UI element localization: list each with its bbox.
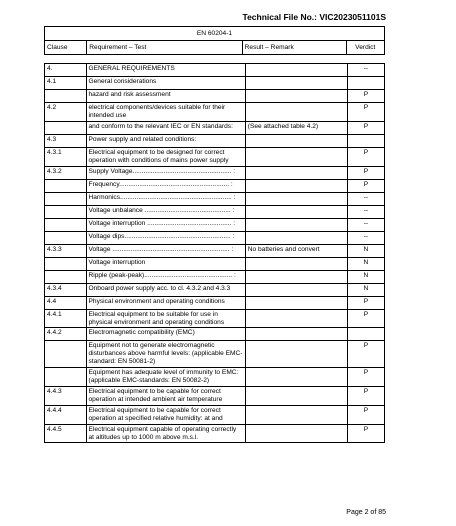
- clause-cell: [45, 90, 87, 103]
- requirement-cell: Onboard power supply acc. to cl. 4.3.2 and 4.3.3: [86, 283, 245, 296]
- table-row: [45, 283, 385, 296]
- verdict-cell: --: [347, 64, 384, 77]
- result-cell: [245, 218, 347, 231]
- result-cell: [245, 192, 347, 205]
- table-row: [45, 103, 385, 122]
- verdict-cell: P: [347, 341, 384, 368]
- clause-cell: [45, 192, 87, 205]
- requirement-cell: Equipment has adequate level of immunity to EMC: (applicable EMC-standards: EN 50082-2): [86, 368, 245, 387]
- table-row: [45, 205, 385, 218]
- clause-cell: 4.3.1: [45, 147, 87, 166]
- result-cell: [245, 257, 347, 270]
- table-row: [45, 64, 385, 77]
- verdict-cell: P: [347, 103, 384, 122]
- verdict-cell: P: [347, 309, 384, 328]
- clause-cell: 4.4.3: [45, 386, 87, 405]
- page-number: Page 2 of 85: [346, 509, 386, 516]
- requirement-cell: Voltage unbalance ............................................... :: [86, 205, 245, 218]
- verdict-cell: P: [347, 166, 384, 179]
- verdict-cell: [347, 134, 384, 147]
- result-cell: [245, 424, 347, 443]
- requirement-cell: Voltage ................................................................ :: [86, 244, 245, 257]
- clause-cell: [45, 368, 87, 387]
- requirement-cell: Electromagnetic compatibility (EMC): [86, 328, 245, 341]
- table-row: [45, 270, 385, 283]
- verdict-cell: N: [347, 270, 384, 283]
- result-cell: [245, 296, 347, 309]
- clause-cell: 4.4.2: [45, 328, 87, 341]
- requirement-cell: Electrical equipment capable of operating correctly at altitudes up to 1000 m above m.s.l.: [86, 424, 245, 443]
- verdict-cell: N: [347, 283, 384, 296]
- result-cell: [245, 405, 347, 424]
- requirement-cell: Equipment not to generate electromagnetic disturbances above harmful levels: (applicable EMC-standard: EN 50081-2): [86, 341, 245, 368]
- table-row: [45, 328, 385, 341]
- requirement-cell: Power supply and related conditions:: [86, 134, 245, 147]
- table-row: [45, 166, 385, 179]
- clause-cell: 4.4.1: [45, 309, 87, 328]
- table-row: [45, 90, 385, 103]
- clause-cell: [45, 257, 87, 270]
- table-row: [45, 147, 385, 166]
- table-row: [45, 296, 385, 309]
- technical-file-number: Technical File No.: VIC2023051101S: [242, 12, 386, 22]
- clause-header: Clause: [45, 41, 87, 55]
- result-cell: [245, 309, 347, 328]
- requirement-cell: and conform to the relevant IEC or EN standards:: [86, 121, 245, 134]
- requirement-cell: Frequency............................................................ :: [86, 179, 245, 192]
- table-row: [45, 218, 385, 231]
- result-cell: No batteries and convert: [245, 244, 347, 257]
- verdict-header: Verdict: [346, 41, 384, 55]
- requirement-cell: Voltage dips.......................................................... :: [86, 231, 245, 244]
- requirement-cell: Electrical equipment to be capable for correct operation at specified relative humidity: at and: [86, 405, 245, 424]
- clause-cell: 4.4: [45, 296, 87, 309]
- table-row: [45, 368, 385, 387]
- verdict-cell: --: [347, 218, 384, 231]
- result-cell: [245, 231, 347, 244]
- result-cell: [245, 179, 347, 192]
- requirement-cell: Voltage interruption: [86, 257, 245, 270]
- result-cell: [245, 270, 347, 283]
- verdict-cell: N: [347, 244, 384, 257]
- requirement-cell: GENERAL REQUIREMENTS: [86, 64, 245, 77]
- clause-cell: [45, 270, 87, 283]
- table-row: [45, 134, 385, 147]
- clause-cell: 4.3: [45, 134, 87, 147]
- verdict-cell: [347, 328, 384, 341]
- requirement-cell: General considerations: [86, 77, 245, 90]
- requirement-cell: Electrical equipment to be designed for correct operation with conditions of mains power supply: [86, 147, 245, 166]
- clause-cell: 4.: [45, 64, 87, 77]
- verdict-cell: P: [347, 147, 384, 166]
- clause-cell: [45, 218, 87, 231]
- requirement-cell: Ripple (peak-peak)................................................ :: [86, 270, 245, 283]
- verdict-cell: P: [347, 405, 384, 424]
- verdict-cell: N: [347, 257, 384, 270]
- verdict-cell: P: [347, 121, 384, 134]
- requirement-cell: Voltage interruption .............................................. :: [86, 218, 245, 231]
- table-row: [45, 424, 385, 443]
- clause-cell: 4.1: [45, 77, 87, 90]
- table-row: [45, 244, 385, 257]
- result-cell: [245, 90, 347, 103]
- result-cell: [245, 283, 347, 296]
- requirement-header: Requirement – Test: [87, 41, 242, 55]
- requirement-cell: Harmonics............................................................. :: [86, 192, 245, 205]
- result-cell: [245, 64, 347, 77]
- header-table: [44, 26, 385, 55]
- verdict-cell: P: [347, 296, 384, 309]
- result-cell: [245, 134, 347, 147]
- clause-cell: [45, 231, 87, 244]
- table-row: [45, 77, 385, 90]
- table-row: [45, 386, 385, 405]
- standard-title: EN 60204-1: [45, 27, 385, 41]
- result-cell: [245, 77, 347, 90]
- requirement-cell: electrical components/devices suitable for their intended use: [86, 103, 245, 122]
- table-row: [45, 341, 385, 368]
- clause-cell: 4.3.3: [45, 244, 87, 257]
- table-row: [45, 405, 385, 424]
- verdict-cell: --: [347, 205, 384, 218]
- result-cell: [245, 368, 347, 387]
- clause-cell: [45, 341, 87, 368]
- result-cell: [245, 166, 347, 179]
- requirement-cell: Electrical equipment to be capable for correct operation at intended ambient air temperature: [86, 386, 245, 405]
- table-row: [45, 309, 385, 328]
- clause-cell: 4.3.2: [45, 166, 87, 179]
- result-cell: [245, 147, 347, 166]
- result-cell: [245, 386, 347, 405]
- clause-cell: 4.3.4: [45, 283, 87, 296]
- requirements-table: [44, 63, 385, 443]
- verdict-cell: [347, 77, 384, 90]
- result-cell: [245, 341, 347, 368]
- table-row: [45, 257, 385, 270]
- clause-cell: [45, 121, 87, 134]
- result-cell: [245, 328, 347, 341]
- verdict-cell: P: [347, 90, 384, 103]
- clause-cell: 4.4.5: [45, 424, 87, 443]
- verdict-cell: P: [347, 386, 384, 405]
- verdict-cell: P: [347, 368, 384, 387]
- result-cell: (See attached table 4.2): [245, 121, 347, 134]
- verdict-cell: P: [347, 424, 384, 443]
- result-cell: [245, 103, 347, 122]
- verdict-cell: --: [347, 192, 384, 205]
- clause-cell: [45, 179, 87, 192]
- requirement-cell: Supply Voltage...................................................... :: [86, 166, 245, 179]
- table-row: [45, 121, 385, 134]
- verdict-cell: --: [347, 231, 384, 244]
- result-header: Result – Remark: [242, 41, 346, 55]
- requirement-cell: Electrical equipment to be suitable for use in physical environment and operating conditions: [86, 309, 245, 328]
- result-cell: [245, 205, 347, 218]
- requirement-cell: Physical environment and operating conditions: [86, 296, 245, 309]
- clause-cell: 4.2: [45, 103, 87, 122]
- table-row: [45, 192, 385, 205]
- clause-cell: [45, 205, 87, 218]
- table-row: [45, 231, 385, 244]
- verdict-cell: P: [347, 179, 384, 192]
- requirement-cell: hazard and risk assessment: [86, 90, 245, 103]
- table-row: [45, 179, 385, 192]
- clause-cell: 4.4.4: [45, 405, 87, 424]
